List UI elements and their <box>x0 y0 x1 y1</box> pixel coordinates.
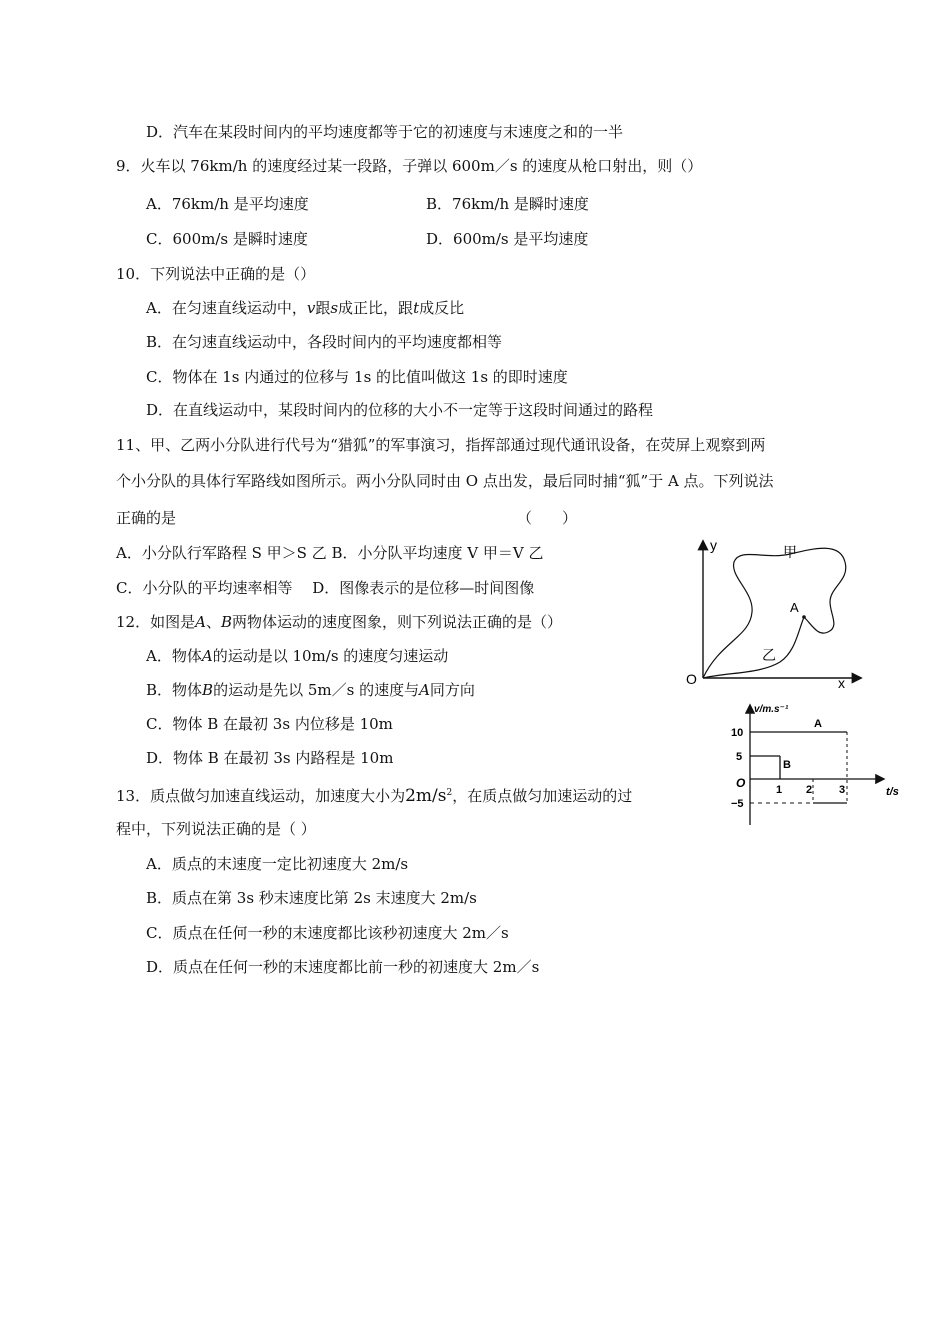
vt-ytick-neg5: −5 <box>731 798 744 810</box>
q11-answer-blank: （ ） <box>517 509 578 527</box>
vt-ytick-5: 5 <box>736 751 743 763</box>
vt-figure <box>728 700 908 830</box>
route-jia-label: 甲 <box>783 544 797 560</box>
route-y-label: y <box>710 537 717 553</box>
q13-option-d: D．质点在任何一秒的末速度都比前一秒的初速度大 2m／s <box>146 958 540 976</box>
q11-options-cd: C．小分队的平均速率相等 D．图像表示的是位移—时间图像 <box>116 579 535 597</box>
vt-origin-label: O <box>736 776 746 790</box>
q10-option-c: C．物体在 1s 内通过的位移与 1s 的比值叫做这 1s 的即时速度 <box>146 368 568 386</box>
route-yi-label: 乙 <box>762 647 776 663</box>
q10-stem: 10．下列说法中正确的是（） <box>116 265 316 283</box>
q10a-var-t: t <box>413 299 420 317</box>
q12a-var-a: A <box>201 647 213 665</box>
q13-accel-exponent: 2 <box>446 788 453 798</box>
vt-xtick-1: 1 <box>776 784 783 796</box>
q11-stem-3: 正确的是 <box>116 509 177 527</box>
q10-option-a <box>146 298 464 318</box>
q10a-text-1: A．在匀速直线运动中， <box>146 299 307 317</box>
q12b-text-2: 的运动是先以 5m／s 的速度与 <box>213 681 420 699</box>
vt-xtick-2: 2 <box>806 784 813 796</box>
q12b-text-3: 同方向 <box>429 681 475 699</box>
q9-stem: 9．火车以 76km/h 的速度经过某一段路，子弹以 600m／s 的速度从枪口射出，则（） <box>116 157 703 175</box>
vt-x-label: t/s <box>886 786 899 798</box>
q10a-text-4: 成反比 <box>419 299 465 317</box>
vt-xtick-3: 3 <box>839 784 846 796</box>
route-figure <box>680 532 870 692</box>
q10a-text-3: 成正比，跟 <box>338 299 414 317</box>
vt-y-label: v/m.s⁻¹ <box>754 704 789 715</box>
q13-text-1: 13．质点做匀加速直线运动，加速度大小为 <box>116 787 406 805</box>
q12a-text-2: 的运动是以 10m/s 的速度匀速运动 <box>212 647 449 665</box>
q10a-text-2: 跟 <box>315 299 331 317</box>
q12b-text-1: B．物体 <box>146 681 203 699</box>
q12-option-c: C．物体 B 在最初 3s 内位移是 10m <box>146 715 393 733</box>
q12-text-3: 两物体运动的速度图象，则下列说法正确的是（） <box>231 613 562 631</box>
q8-option-d: D．汽车在某段时间内的平均速度都等于它的初速度与末速度之和的一半 <box>146 123 624 141</box>
route-origin-label: O <box>686 671 697 687</box>
q13-option-a: A．质点的末速度一定比初速度大 2m/s <box>146 855 409 873</box>
q10a-var-s: s <box>330 299 339 317</box>
q11-options-ab: A．小分队行军路程 S 甲＞S 乙 B．小分队平均速度 V 甲＝V 乙 <box>116 544 544 562</box>
q12-option-b <box>146 680 475 700</box>
q12b-var-a: A <box>419 681 430 699</box>
route-a-label: A <box>790 600 799 615</box>
q13-option-c: C．质点在任何一秒的末速度都比该秒初速度大 2m／s <box>146 924 509 942</box>
q11-stem-1: 11、甲、乙两小分队进行代号为“猎狐”的军事演习，指挥部通过现代通讯设备，在荧屏上观察到两 <box>116 436 766 454</box>
q13-accel-value: 2m/s <box>405 786 447 806</box>
q9-option-d: D．600m/s 是平均速度 <box>426 230 589 248</box>
vt-ytick-10: 10 <box>731 727 744 739</box>
q12-option-a <box>146 646 448 666</box>
q11-stem-2: 个小分队的具体行军路线如图所示。两小分队同时由 O 点出发，最后同时捕“狐”于 A 点。下列说法 <box>116 472 774 490</box>
route-point-a <box>802 615 806 619</box>
q13-stem-1 <box>116 783 632 806</box>
q12-text-2: 、 <box>205 613 221 631</box>
vt-label-a: A <box>814 718 822 730</box>
q12a-text-1: A．物体 <box>146 647 202 665</box>
q13-stem-2: 程中，下列说法正确的是（ ） <box>116 820 316 838</box>
q10-option-d: D．在直线运动中，某段时间内的位移的大小不一定等于这段时间通过的路程 <box>146 401 654 419</box>
q9-option-b: B．76km/h 是瞬时速度 <box>426 195 589 213</box>
q10a-var-v: v <box>306 299 316 317</box>
q13-text-2: ，在质点做匀加速运动的过 <box>452 787 633 805</box>
q9-option-c: C．600m/s 是瞬时速度 <box>146 230 308 248</box>
route-x-label: x <box>838 675 845 691</box>
q12b-var-b: B <box>202 681 214 699</box>
q12-var-a: A <box>195 613 206 631</box>
q13-option-b: B．质点在第 3s 秒末速度比第 2s 末速度大 2m/s <box>146 889 477 907</box>
route-yi-path <box>703 617 804 678</box>
q12-text-1: 12．如图是 <box>116 613 196 631</box>
q12-var-b: B <box>220 613 232 631</box>
q12-stem <box>116 612 562 632</box>
q12-option-d: D．物体 B 在最初 3s 内路程是 10m <box>146 749 394 767</box>
q10-option-b: B．在匀速直线运动中，各段时间内的平均速度都相等 <box>146 333 503 351</box>
vt-label-b: B <box>783 759 791 771</box>
q9-option-a: A．76km/h 是平均速度 <box>146 195 309 213</box>
